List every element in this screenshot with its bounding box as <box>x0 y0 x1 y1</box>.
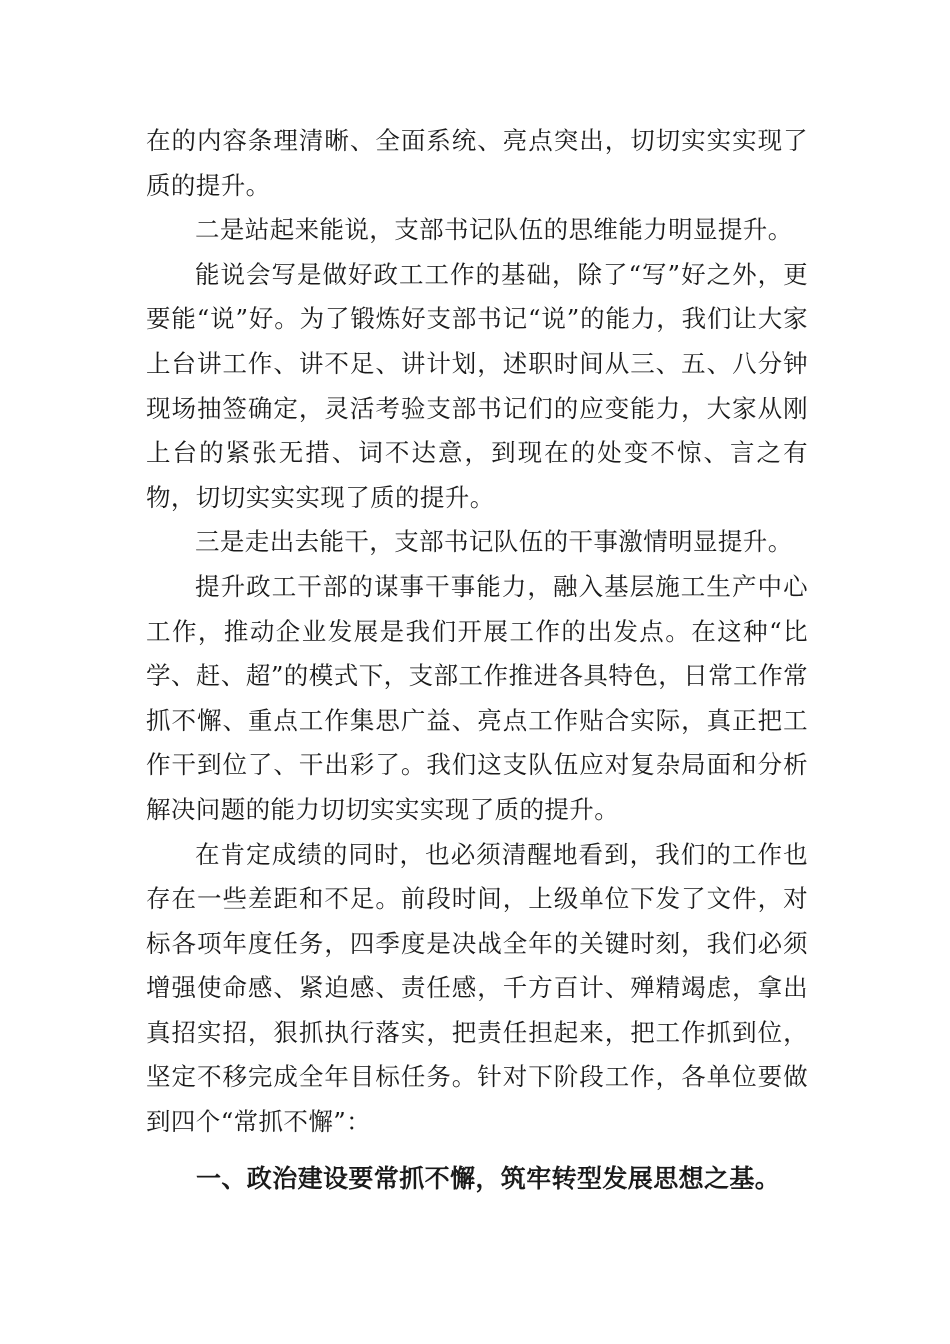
paragraph-speaking-ability: 能说会写是做好政工工作的基础，除了“写”好之外，更要能“说”好。为了锻炼好支部书记“说”的能力，我们让大家上台讲工作、讲不足、讲计划，述职时间从三、五、八分钟现场抽签确定，灵活考验支部书记们的应变能力，大家从刚上台的紧张无措、词不达意，到现在的处变不惊、言之有物，切切实实实现了质的提升。 <box>146 259 808 512</box>
section-heading: 一、政治建设要常抓不懈，筑牢转型发展思想之基。 <box>196 1163 781 1193</box>
paragraph-shortcomings: 在肯定成绩的同时，也必须清醒地看到，我们的工作也存在一些差距和不足。前段时间，上级单位下发了文件，对标各项年度任务，四季度是决战全年的关键时刻，我们必须增强使命感、紧迫感、责任感，千方百计、殚精竭虑，拿出真招实招，狠抓执行落实，把责任担起来，把工作抓到位，坚定不移完成全年目标任务。针对下阶段工作，各单位要做到四个“常抓不懈”： <box>146 839 808 1137</box>
paragraph-continuation: 在的内容条理清晰、全面系统、亮点突出，切切实实实现了质的提升。 <box>146 126 808 200</box>
paragraph-point-three: 三是走出去能干，支部书记队伍的干事激情明显提升。 <box>195 527 793 557</box>
document-body <box>146 119 808 1201</box>
paragraph-working-ability: 提升政工干部的谋事干事能力，融入基层施工生产中心工作，推动企业发展是我们开展工作的出发点。在这种“比学、赶、超”的模式下，支部工作推进各具特色，日常工作常抓不懈、重点工作集思广益、亮点工作贴合实际，真正把工作干到位了、干出彩了。我们这支队伍应对复杂局面和分析解决问题的能力切切实实实现了质的提升。 <box>146 571 808 824</box>
paragraph-point-two: 二是站起来能说，支部书记队伍的思维能力明显提升。 <box>195 215 793 245</box>
